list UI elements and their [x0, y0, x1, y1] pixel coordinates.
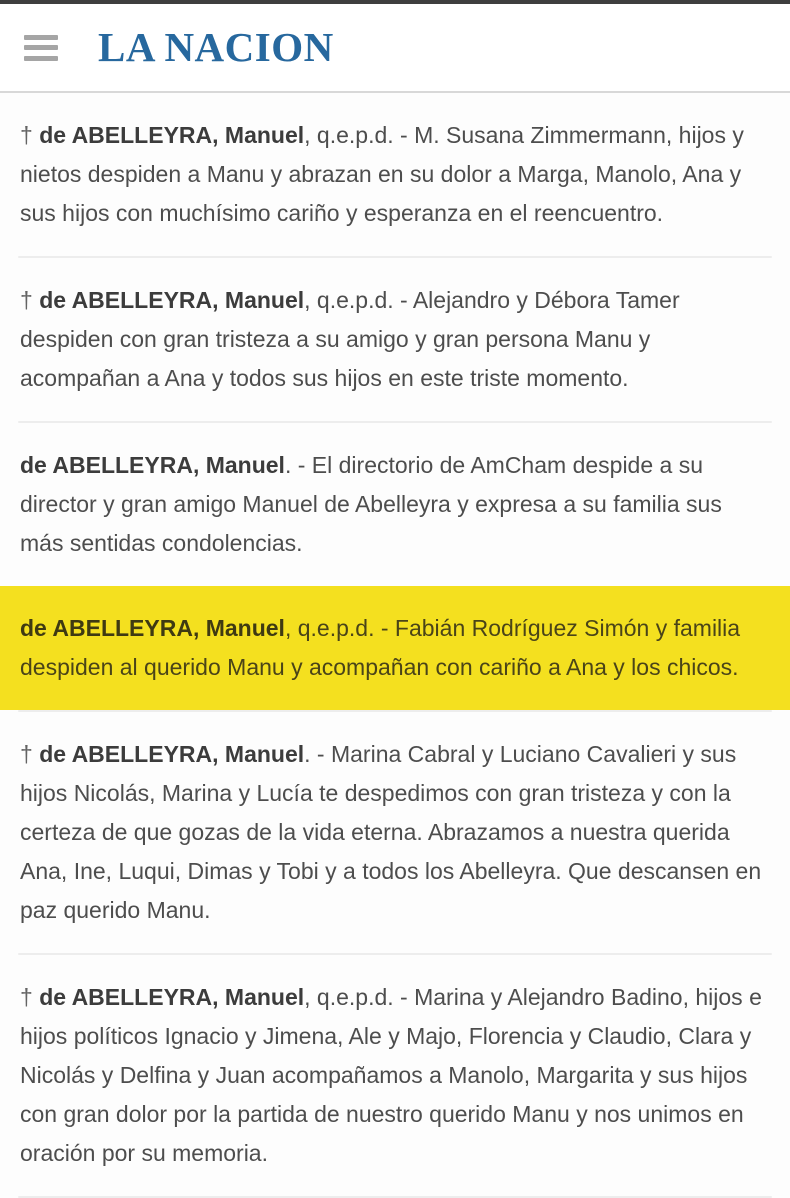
notice-separator-text: , q.e.p.d. - [284, 615, 395, 641]
notice-body: Marina Cabral y Luciano Cavalieri y sus hijos Nicolás, Marina y Lucía te despedimos con gran tristeza y con la certeza de que gozas de la vida eterna. Abrazamos a nuestra querida Ana, Ine, Luqui, Dimas y Tobi y a todos los Abelleyra. Que descansen en paz querido Manu. [20, 741, 762, 923]
notice-separator-text: . - [304, 741, 331, 767]
obituary-text [20, 446, 770, 563]
obituary-notice [0, 712, 790, 953]
hamburger-bar [24, 45, 58, 50]
obituary-text [20, 735, 770, 930]
obituary-text [20, 281, 770, 398]
deceased-name: de ABELLEYRA, Manuel [20, 452, 285, 478]
notice-separator-text: , q.e.p.d. - [304, 287, 413, 313]
notice-body: Alejandro y Débora Tamer despiden con gran tristeza a su amigo y gran persona Manu y acompañan a Ana y todos sus hijos en este triste momento. [20, 287, 680, 391]
hamburger-bar [24, 56, 58, 61]
cross-icon: † [20, 122, 40, 148]
deceased-name: de ABELLEYRA, Manuel [20, 615, 285, 641]
notice-body: El directorio de AmCham despide a su director y gran amigo Manuel de Abelleyra y expresa a su familia sus más sentidas condolencias. [20, 452, 722, 556]
hamburger-bar [24, 35, 58, 40]
obituary-text [20, 978, 770, 1173]
obituary-list [0, 93, 790, 1198]
notice-body: Marina y Alejandro Badino, hijos e hijos políticos Ignacio y Jimena, Ale y Majo, Florencia y Claudio, Clara y Nicolás y Delfina y Juan acompañamos a Manolo, Margarita y sus hijos con gran dolor por la partida de nuestro querido Manu y nos unimos en oración por su memoria. [20, 984, 762, 1166]
obituary-notice [0, 423, 790, 586]
notice-body: Fabián Rodríguez Simón y familia despiden al querido Manu y acompañan con cariño a Ana y los chicos. [20, 615, 741, 680]
obituary-text [20, 609, 770, 687]
notice-separator-text: , q.e.p.d. - [304, 122, 415, 148]
la-nacion-logo[interactable]: LA NACION [98, 24, 334, 70]
hamburger-menu-icon[interactable] [24, 35, 58, 61]
notice-body: M. Susana Zimmermann, hijos y nietos despiden a Manu y abrazan en su dolor a Marga, Manolo, Ana y sus hijos con muchísimo cariño y esperanza en el reencuentro. [20, 122, 744, 226]
obituary-notice-highlighted [0, 586, 790, 710]
obituary-text [20, 116, 770, 233]
deceased-name: de ABELLEYRA, Manuel [39, 984, 305, 1010]
cross-icon: † [20, 287, 40, 313]
cross-icon: † [20, 984, 40, 1010]
deceased-name: de ABELLEYRA, Manuel [39, 741, 305, 767]
deceased-name: de ABELLEYRA, Manuel [39, 122, 305, 148]
notice-separator-text: , q.e.p.d. - [304, 984, 415, 1010]
obituary-notice [0, 258, 790, 421]
deceased-name: de ABELLEYRA, Manuel [39, 287, 305, 313]
notice-separator-text: . - [284, 452, 312, 478]
obituary-notice [0, 93, 790, 256]
cross-icon: † [20, 741, 40, 767]
site-header [0, 4, 790, 93]
obituary-notice [0, 955, 790, 1196]
